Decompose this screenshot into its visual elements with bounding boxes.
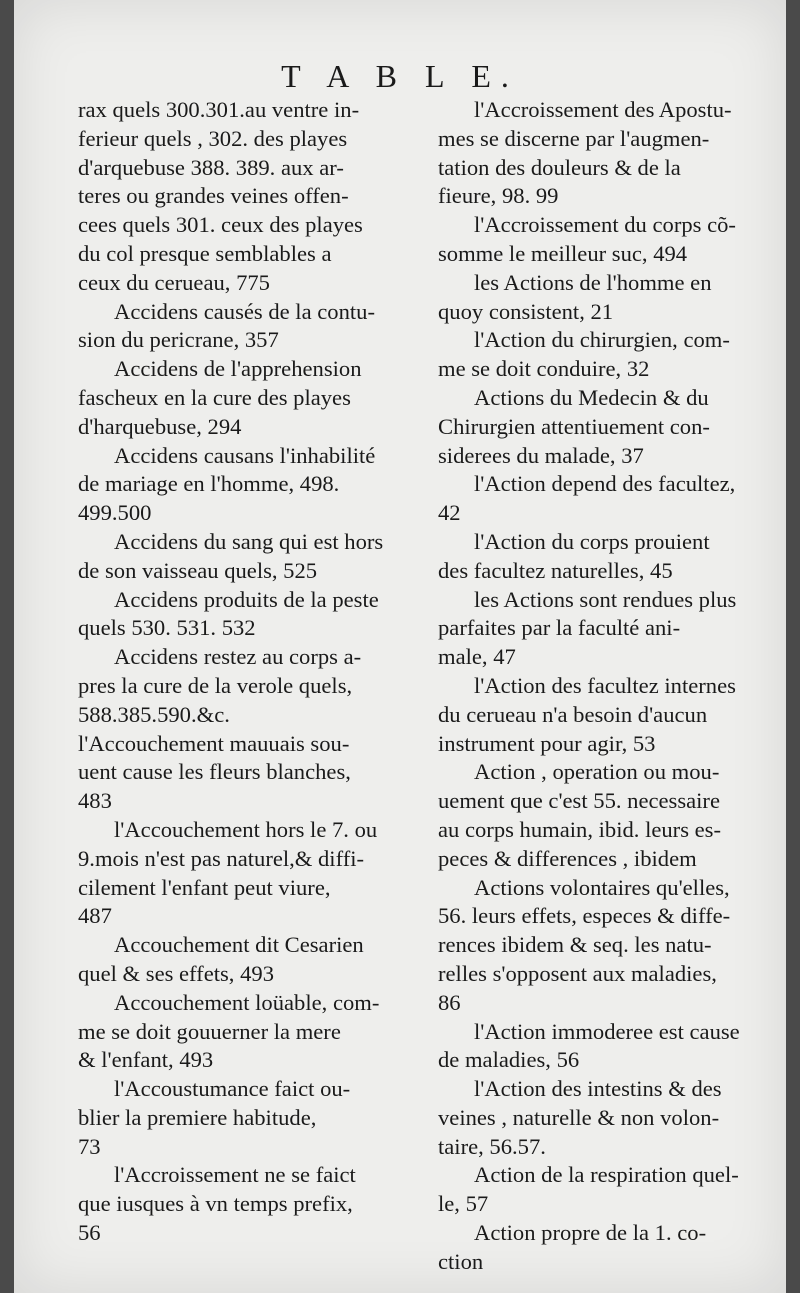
entry-line: parfaites par la faculté ani-: [438, 615, 681, 641]
entry-line: l'Accouchement mauuais sou-: [78, 730, 350, 756]
entry-line: peces & differences , ibidem: [438, 845, 697, 871]
entry-line: le, 57: [438, 1191, 489, 1217]
entry-line: veines , naturelle & non volon-: [438, 1104, 720, 1130]
index-entry: [438, 96, 768, 211]
entry-line: de mariage en l'homme, 498.: [78, 471, 340, 497]
entry-line: siderees du malade, 37: [438, 442, 644, 468]
index-entry: [438, 1219, 768, 1277]
index-entry: [78, 931, 408, 989]
entry-line: du col presque semblables a: [78, 240, 332, 266]
running-head: T A B L E.: [281, 58, 519, 94]
entry-line: au corps humain, ibid. leurs es-: [438, 816, 721, 842]
entry-line: 73: [78, 1133, 101, 1159]
entry-line: quoy consistent, 21: [438, 298, 614, 324]
entry-line: 499.500: [78, 500, 152, 526]
entry-line: l'Accroissement du corps cõ-: [474, 212, 736, 238]
entry-line: 483: [78, 788, 112, 814]
entry-line: l'Action du chirurgien, com-: [474, 327, 730, 353]
entry-line: du cerueau n'a besoin d'aucun: [438, 701, 708, 727]
entry-line: cees quels 301. ceux des playes: [78, 212, 363, 238]
index-entry: [438, 586, 768, 672]
entry-line: me se doit conduire, 32: [438, 356, 650, 382]
entry-line: l'Action immoderee est cause: [474, 1018, 740, 1044]
entry-line: Actions du Medecin & du: [474, 384, 709, 410]
entry-line: 86: [438, 989, 461, 1015]
index-entry: [78, 586, 408, 644]
index-entry: [438, 1075, 768, 1161]
entry-line: Actions volontaires qu'elles,: [474, 874, 730, 900]
entry-line: 56: [78, 1220, 101, 1246]
entry-line: l'Accroissement ne se faict: [114, 1162, 356, 1188]
entry-line: d'arquebuse 388. 389. aux ar-: [78, 154, 344, 180]
book-page: [14, 0, 786, 1293]
entry-line: 42: [438, 500, 461, 526]
entry-line: Accidens restez au corps a-: [114, 644, 362, 670]
entry-line: Chirurgien attentiuement con-: [438, 413, 710, 439]
entry-line: Accidens du sang qui est hors: [114, 528, 384, 554]
index-entry: [438, 269, 768, 327]
entry-line: blier la premiere habitude,: [78, 1104, 317, 1130]
entry-line: les Actions de l'homme en: [474, 269, 712, 295]
right-column: [438, 96, 768, 1277]
entry-line: de maladies, 56: [438, 1047, 580, 1073]
index-entry: [438, 384, 768, 470]
entry-line: taire, 56.57.: [438, 1133, 546, 1159]
entry-line: rences ibidem & seq. les natu-: [438, 932, 712, 958]
index-entry: [438, 470, 768, 528]
entry-line: l'Action depend des facultez,: [474, 471, 736, 497]
entry-line: 487: [78, 903, 112, 929]
index-entry: [78, 96, 408, 298]
entry-line: 9.mois n'est pas naturel,& diffi-: [78, 845, 365, 871]
index-entry: [78, 1075, 408, 1161]
entry-line: ction: [438, 1248, 484, 1274]
entry-line: l'Action des facultez internes: [474, 672, 736, 698]
entry-line: tation des douleurs & de la: [438, 154, 681, 180]
entry-line: quels 530. 531. 532: [78, 615, 256, 641]
index-entry: [78, 730, 408, 816]
entry-line: relles s'opposent aux maladies,: [438, 960, 717, 986]
entry-line: cilement l'enfant peut viure,: [78, 874, 331, 900]
index-entry: [438, 326, 768, 384]
entry-line: quel & ses effets, 493: [78, 960, 274, 986]
entry-line: rax quels 300.301.au ventre in-: [78, 97, 360, 122]
entry-line: uement que c'est 55. necessaire: [438, 788, 720, 814]
index-entry: [78, 989, 408, 1075]
index-entry: [78, 442, 408, 528]
entry-line: 588.385.590.&c.: [78, 701, 230, 727]
entry-line: Accidens causés de la contu-: [114, 298, 375, 324]
entry-line: me se doit gouuerner la mere: [78, 1018, 341, 1044]
entry-line: mes se discerne par l'augmen-: [438, 125, 710, 151]
index-entry: [438, 211, 768, 269]
entry-line: Accidens de l'apprehension: [114, 356, 362, 382]
index-entry: [78, 816, 408, 931]
entry-line: Action , operation ou mou-: [474, 759, 720, 785]
entry-line: ferieur quels , 302. des playes: [78, 125, 348, 151]
entry-line: instrument pour agir, 53: [438, 730, 656, 756]
index-entry: [78, 298, 408, 356]
index-entry: [438, 758, 768, 873]
entry-line: de son vaisseau quels, 525: [78, 557, 318, 583]
entry-line: Action de la respiration quel-: [474, 1162, 739, 1188]
index-entry: [78, 1161, 408, 1247]
entry-line: ceux du cerueau, 775: [78, 269, 270, 295]
entry-line: que iusques à vn temps prefix,: [78, 1191, 353, 1217]
index-entry: [438, 1161, 768, 1219]
entry-line: sion du pericrane, 357: [78, 327, 279, 353]
entry-line: uent cause les fleurs blanches,: [78, 759, 351, 785]
entry-line: pres la cure de la verole quels,: [78, 672, 353, 698]
entry-line: l'Action du corps prouient: [474, 528, 710, 554]
entry-line: & l'enfant, 493: [78, 1047, 214, 1073]
entry-line: Accouchement dit Cesarien: [114, 932, 364, 958]
left-column: [78, 96, 408, 1248]
entry-line: l'Accouchement hors le 7. ou: [114, 816, 378, 842]
index-entry: [78, 355, 408, 441]
entry-line: fieure, 98. 99: [438, 183, 559, 209]
entry-line: Action propre de la 1. co-: [474, 1220, 707, 1246]
entry-line: Accidens produits de la peste: [114, 586, 379, 612]
entry-line: teres ou grandes veines offen-: [78, 183, 349, 209]
entry-line: les Actions sont rendues plus: [474, 586, 737, 612]
index-entry: [438, 528, 768, 586]
entry-line: l'Accoustumance faict ou-: [114, 1076, 351, 1102]
entry-line: 56. leurs effets, especes & diffe-: [438, 903, 731, 929]
index-entry: [438, 672, 768, 758]
entry-line: male, 47: [438, 644, 516, 670]
entry-line: d'harquebuse, 294: [78, 413, 242, 439]
index-entry: [78, 643, 408, 729]
entry-line: des facultez naturelles, 45: [438, 557, 673, 583]
entry-line: Accidens causans l'inhabilité: [114, 442, 376, 468]
entry-line: l'Action des intestins & des: [474, 1076, 722, 1102]
entry-line: l'Accroissement des Apostu-: [474, 97, 732, 122]
entry-line: somme le meilleur suc, 494: [438, 240, 688, 266]
entry-line: Accouchement loüable, com-: [114, 989, 380, 1015]
index-entry: [438, 874, 768, 1018]
index-entry: [438, 1018, 768, 1076]
entry-line: fascheux en la cure des playes: [78, 384, 351, 410]
index-entry: [78, 528, 408, 586]
